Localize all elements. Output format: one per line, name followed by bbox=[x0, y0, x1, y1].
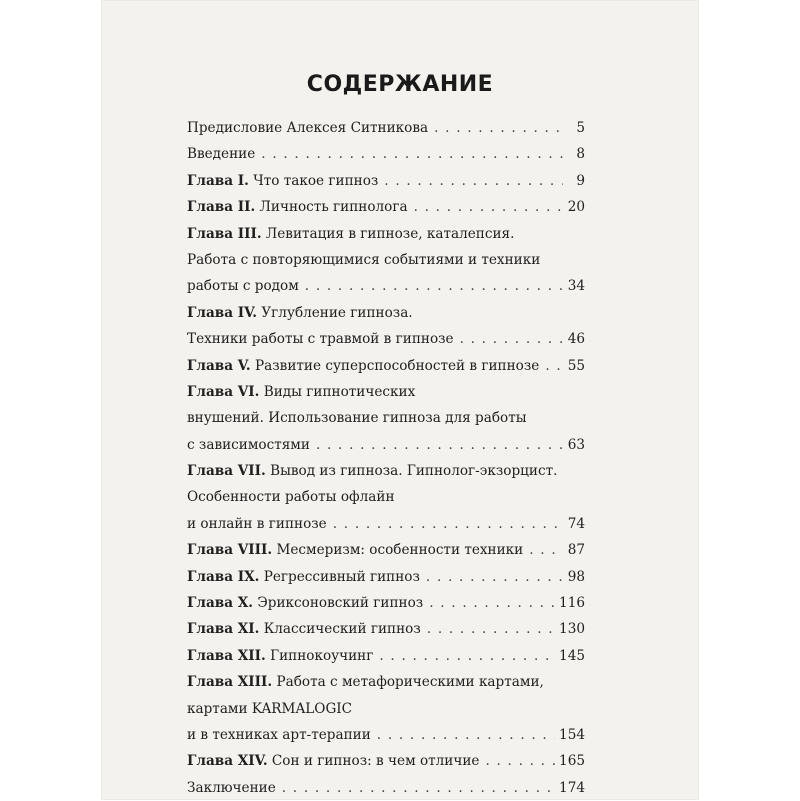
chapter-label: Глава X. bbox=[187, 595, 254, 612]
chapter-title: Углубление гипноза. bbox=[261, 304, 413, 321]
chapter-label: Глава VIII. bbox=[187, 542, 273, 559]
toc-entry bbox=[187, 590, 585, 616]
toc-entry-title bbox=[187, 273, 299, 299]
toc-entry-title bbox=[187, 194, 408, 220]
toc-entry-title bbox=[187, 748, 479, 774]
chapter-title: Особенности работы офлайн bbox=[187, 489, 395, 506]
chapter-label: Глава XIII. bbox=[187, 674, 273, 691]
chapter-label: Глава XI. bbox=[187, 621, 260, 638]
chapter-title: Предисловие Алексея Ситникова bbox=[187, 120, 429, 136]
chapter-title: Личность гипнолога bbox=[259, 199, 408, 216]
page-number: 74 bbox=[567, 515, 585, 532]
dot-leader bbox=[529, 537, 563, 563]
toc-entry-title bbox=[187, 410, 527, 426]
chapter-label: Глава II. bbox=[187, 199, 256, 216]
toc-entry bbox=[187, 273, 585, 299]
toc-entry bbox=[187, 353, 585, 379]
toc-text-line bbox=[187, 379, 585, 405]
toc-entry-title bbox=[187, 252, 540, 268]
page-number: 55 bbox=[567, 357, 585, 374]
page-number: 154 bbox=[559, 726, 585, 743]
toc-text-line bbox=[187, 405, 585, 431]
toc-text-line bbox=[187, 247, 585, 273]
dot-leader bbox=[414, 194, 563, 220]
toc-entry bbox=[187, 432, 585, 458]
page-number: 116 bbox=[559, 595, 585, 612]
toc-entry bbox=[187, 643, 585, 669]
page-number: 145 bbox=[559, 647, 585, 664]
page-number: 174 bbox=[559, 779, 585, 796]
toc-entry-title bbox=[187, 643, 373, 669]
dot-leader bbox=[261, 141, 563, 167]
page-number: 63 bbox=[567, 436, 585, 453]
chapter-title: Эриксоновский гипноз bbox=[257, 595, 424, 612]
dot-leader bbox=[333, 511, 563, 537]
toc-entry-title bbox=[187, 537, 523, 563]
toc-entry bbox=[187, 115, 585, 141]
dot-leader bbox=[485, 748, 555, 774]
toc-entry-title bbox=[187, 701, 352, 717]
dot-leader bbox=[545, 353, 563, 379]
toc-entry bbox=[187, 537, 585, 563]
chapter-label: Глава VI. bbox=[187, 383, 260, 400]
toc-text-line bbox=[187, 696, 585, 722]
chapter-label: Глава IV. bbox=[187, 304, 258, 321]
toc-entry bbox=[187, 722, 585, 748]
chapter-label: Глава XIV. bbox=[187, 753, 268, 770]
chapter-label: Глава IX. bbox=[187, 568, 260, 585]
toc-text-line bbox=[187, 300, 585, 326]
toc-entry-title bbox=[187, 141, 255, 167]
dot-leader bbox=[429, 590, 555, 616]
chapter-title: Классический гипноз bbox=[263, 621, 421, 638]
dot-leader bbox=[282, 775, 555, 801]
toc-entry-title bbox=[187, 463, 557, 479]
chapter-title: и онлайн в гипнозе bbox=[187, 515, 327, 532]
chapter-title: Регрессивный гипноз bbox=[263, 568, 420, 585]
toc-entry bbox=[187, 616, 585, 642]
page-number: 9 bbox=[576, 172, 585, 189]
toc-entry bbox=[187, 194, 585, 220]
toc-entry-title bbox=[187, 511, 327, 537]
toc-entry bbox=[187, 748, 585, 774]
toc-entry-title bbox=[187, 590, 423, 616]
page-number: 130 bbox=[559, 621, 585, 638]
toc-entry-title bbox=[187, 775, 276, 801]
chapter-title: Сон и гипноз: в чем отличие bbox=[271, 753, 480, 770]
toc-entry bbox=[187, 326, 585, 352]
chapter-title: Вывод из гипноза. Гипнолог-экзорцист. bbox=[270, 463, 558, 480]
chapter-title: Гипнокоучинг bbox=[270, 647, 374, 664]
chapter-title: Виды гипнотических bbox=[263, 383, 416, 400]
toc-entry-title bbox=[187, 305, 413, 321]
page-number: 5 bbox=[576, 120, 585, 136]
chapter-title: Заключение bbox=[187, 779, 276, 796]
page-number: 98 bbox=[567, 568, 585, 585]
chapter-title: Что такое гипноз bbox=[253, 172, 379, 189]
toc-text-line bbox=[187, 221, 585, 247]
book-page bbox=[101, 0, 699, 800]
toc-entry-title bbox=[187, 674, 544, 690]
toc-entry bbox=[187, 775, 585, 801]
chapter-title: Введение bbox=[187, 146, 256, 163]
toc-entry-title bbox=[187, 326, 454, 352]
toc-entry bbox=[187, 564, 585, 590]
chapter-title: работы с родом bbox=[187, 278, 299, 295]
chapter-title: внушений. Использование гипноза для работы bbox=[187, 410, 527, 427]
toc-text-line bbox=[187, 669, 585, 695]
dot-leader bbox=[305, 273, 563, 299]
toc-entry-title bbox=[187, 353, 539, 379]
chapter-title: Работа с повторяющимися событиями и техники bbox=[187, 251, 541, 268]
toc-entry bbox=[187, 511, 585, 537]
chapter-title: Левитация в гипнозе, каталепсия. bbox=[265, 225, 515, 242]
chapter-title: и в техниках арт-терапии bbox=[187, 726, 371, 743]
toc-entry-title bbox=[187, 115, 428, 141]
dot-leader bbox=[377, 722, 555, 748]
chapter-title: Развитие суперспособностей в гипнозе bbox=[255, 357, 540, 374]
toc-entry-title bbox=[187, 384, 415, 400]
chapter-title: Работа с метафорическими картами, bbox=[276, 674, 544, 691]
toc-entry-title bbox=[187, 616, 421, 642]
chapter-title: картами KARMALOGIC bbox=[187, 700, 353, 717]
toc-entry-title bbox=[187, 432, 310, 458]
chapter-title: с зависимостями bbox=[187, 436, 310, 453]
toc-text-line bbox=[187, 458, 585, 484]
page-number: 20 bbox=[567, 199, 585, 216]
page-number: 165 bbox=[559, 753, 585, 770]
page-title: СОДЕРЖАНИЕ bbox=[306, 72, 494, 97]
toc-text-line bbox=[187, 484, 585, 510]
page-number: 46 bbox=[567, 331, 585, 348]
dot-leader bbox=[434, 115, 563, 141]
toc-entry-title bbox=[187, 722, 371, 748]
toc-entry-title bbox=[187, 168, 378, 194]
chapter-title: Техники работы с травмой в гипнозе bbox=[187, 331, 454, 348]
page-number: 34 bbox=[567, 278, 585, 295]
toc-entry bbox=[187, 168, 585, 194]
dot-leader bbox=[384, 168, 563, 194]
table-of-contents bbox=[187, 115, 585, 801]
dot-leader bbox=[426, 564, 563, 590]
chapter-title: Месмеризм: особенности техники bbox=[276, 542, 524, 559]
chapter-label: Глава I. bbox=[187, 172, 249, 189]
chapter-label: Глава V. bbox=[187, 357, 251, 374]
dot-leader bbox=[316, 432, 563, 458]
dot-leader bbox=[427, 616, 555, 642]
toc-entry-title bbox=[187, 226, 514, 242]
chapter-label: Глава III. bbox=[187, 225, 262, 242]
dot-leader bbox=[379, 643, 555, 669]
chapter-label: Глава XII. bbox=[187, 647, 266, 664]
toc-entry-title bbox=[187, 489, 395, 505]
page-number: 87 bbox=[567, 542, 585, 559]
toc-entry-title bbox=[187, 564, 420, 590]
dot-leader bbox=[460, 326, 563, 352]
chapter-label: Глава VII. bbox=[187, 463, 266, 480]
page-number: 8 bbox=[576, 146, 585, 163]
toc-entry bbox=[187, 141, 585, 167]
